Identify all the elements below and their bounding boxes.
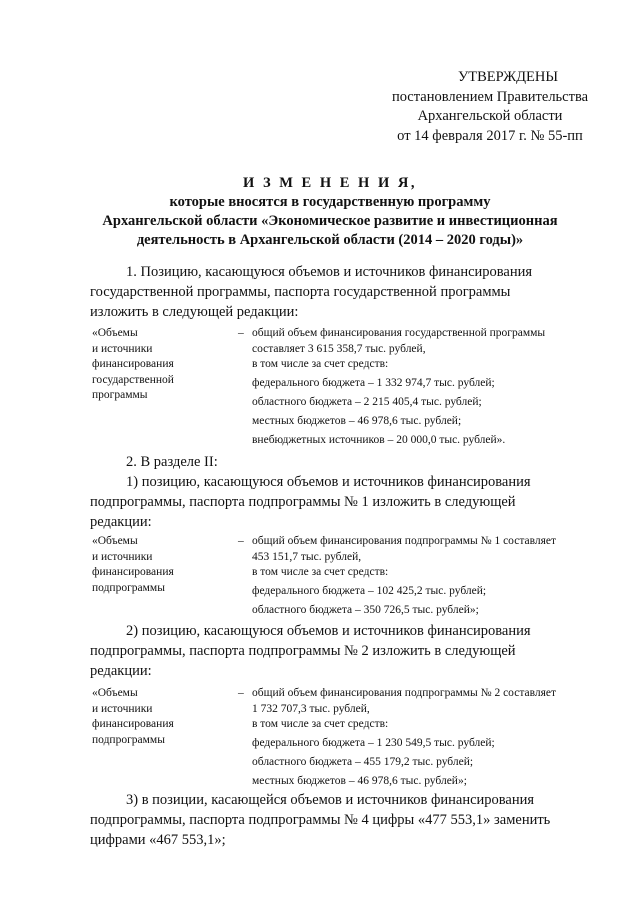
label-line: «Объемы (92, 535, 138, 547)
paragraph-line: подпрограммы, паспорта подпрограммы № 4 цифры «477 553,1» заменить (90, 812, 551, 828)
label-line: подпрограммы (92, 733, 165, 746)
label-line: финансирования (92, 718, 174, 730)
paragraph-line: подпрограммы, паспорта подпрограммы № 2 изложить в следующей (90, 643, 516, 659)
label-line: программы (92, 389, 148, 401)
value-line: в том числе за счет средств: (252, 718, 389, 730)
paragraph-line: 1) позицию, касающуюся объемов и источников финансирования (126, 474, 531, 490)
label-line: «Объемы (92, 687, 138, 699)
paragraph-line: государственной программы, паспорта государственной программы (90, 284, 511, 300)
dash-separator: – (238, 327, 244, 339)
document-title: И З М Е Н Е Н И Я, (243, 175, 417, 191)
paragraph-line: редакции: (90, 663, 152, 679)
value-line: федерального бюджета – 1 332 974,7 тыс. рублей; (252, 377, 495, 389)
value-line: областного бюджета – 2 215 405,4 тыс. рублей; (252, 396, 482, 408)
label-line: финансирования (92, 358, 174, 370)
table-values (252, 534, 612, 619)
heading-line: Архангельской области «Экономическое развитие и инвестиционная (102, 213, 558, 229)
value-line: областного бюджета – 350 726,5 тыс. рублей»; (252, 604, 479, 616)
value-line: местных бюджетов – 46 978,6 тыс. рублей; (252, 415, 462, 427)
label-line: финансирования (92, 566, 174, 578)
heading-line: деятельность в Архангельской области (2014 – 2020 годы)» (136, 232, 524, 248)
table-values (252, 686, 612, 790)
table-label (92, 686, 222, 748)
value-line: федерального бюджета – 1 230 549,5 тыс. рублей; (252, 737, 495, 749)
paragraph-item-1 (90, 262, 600, 322)
table-values (252, 326, 612, 449)
paragraph-line: 3) в позиции, касающейся объемов и источников финансирования (126, 792, 535, 808)
approval-line: Архангельской области (417, 108, 563, 124)
dash-separator: – (238, 687, 244, 699)
label-line: и источники (92, 342, 153, 355)
paragraph-item-2 (90, 452, 600, 532)
value-line: местных бюджетов – 46 978,6 тыс. рублей»; (252, 775, 467, 787)
approval-title: УТВЕРЖДЕНЫ (457, 69, 559, 85)
value-line: областного бюджета – 455 179,2 тыс. рублей; (252, 756, 474, 768)
value-line: 1 732 707,3 тыс. рублей, (252, 702, 370, 715)
table-label (92, 326, 222, 404)
value-line: 453 151,7 тыс. рублей, (252, 550, 362, 563)
approval-line: постановлением Правительства (391, 88, 589, 105)
paragraph-item-4 (90, 790, 600, 850)
value-line: общий объем финансирования подпрограммы № 1 составляет (252, 535, 557, 547)
value-line: федерального бюджета – 102 425,2 тыс. рублей; (252, 585, 487, 597)
value-line: общий объем финансирования государственной программы (252, 327, 546, 339)
label-line: и источники (92, 702, 153, 715)
value-line: общий объем финансирования подпрограммы № 2 составляет (252, 687, 557, 699)
label-line: и источники (92, 550, 153, 563)
table-label (92, 534, 222, 596)
paragraph-line: 1. Позицию, касающуюся объемов и источников финансирования (126, 264, 533, 280)
paragraph-line: цифрами «467 553,1»; (90, 832, 226, 848)
approval-stamp (360, 68, 620, 146)
value-line: в том числе за счет средств: (252, 358, 389, 370)
value-line: в том числе за счет средств: (252, 566, 389, 578)
dash-separator: – (238, 535, 244, 547)
document-heading (60, 174, 600, 250)
paragraph-line: 2. В разделе II: (126, 454, 218, 470)
paragraph-line: редакции: (90, 514, 152, 530)
label-line: государственной (92, 373, 174, 386)
label-line: «Объемы (92, 327, 138, 339)
paragraph-line: изложить в следующей редакции: (90, 304, 299, 320)
paragraph-line: 2) позицию, касающуюся объемов и источников финансирования (126, 623, 531, 639)
paragraph-item-3 (90, 621, 600, 681)
label-line: подпрограммы (92, 581, 165, 594)
approval-date: от 14 февраля 2017 г. № 55-пп (397, 127, 583, 144)
value-line: составляет 3 615 358,7 тыс. рублей, (252, 342, 426, 355)
heading-line: которые вносятся в государственную программу (169, 194, 491, 210)
value-line: внебюджетных источников – 20 000,0 тыс. рублей». (252, 434, 506, 446)
paragraph-line: подпрограммы, паспорта подпрограммы № 1 изложить в следующей (90, 494, 516, 510)
